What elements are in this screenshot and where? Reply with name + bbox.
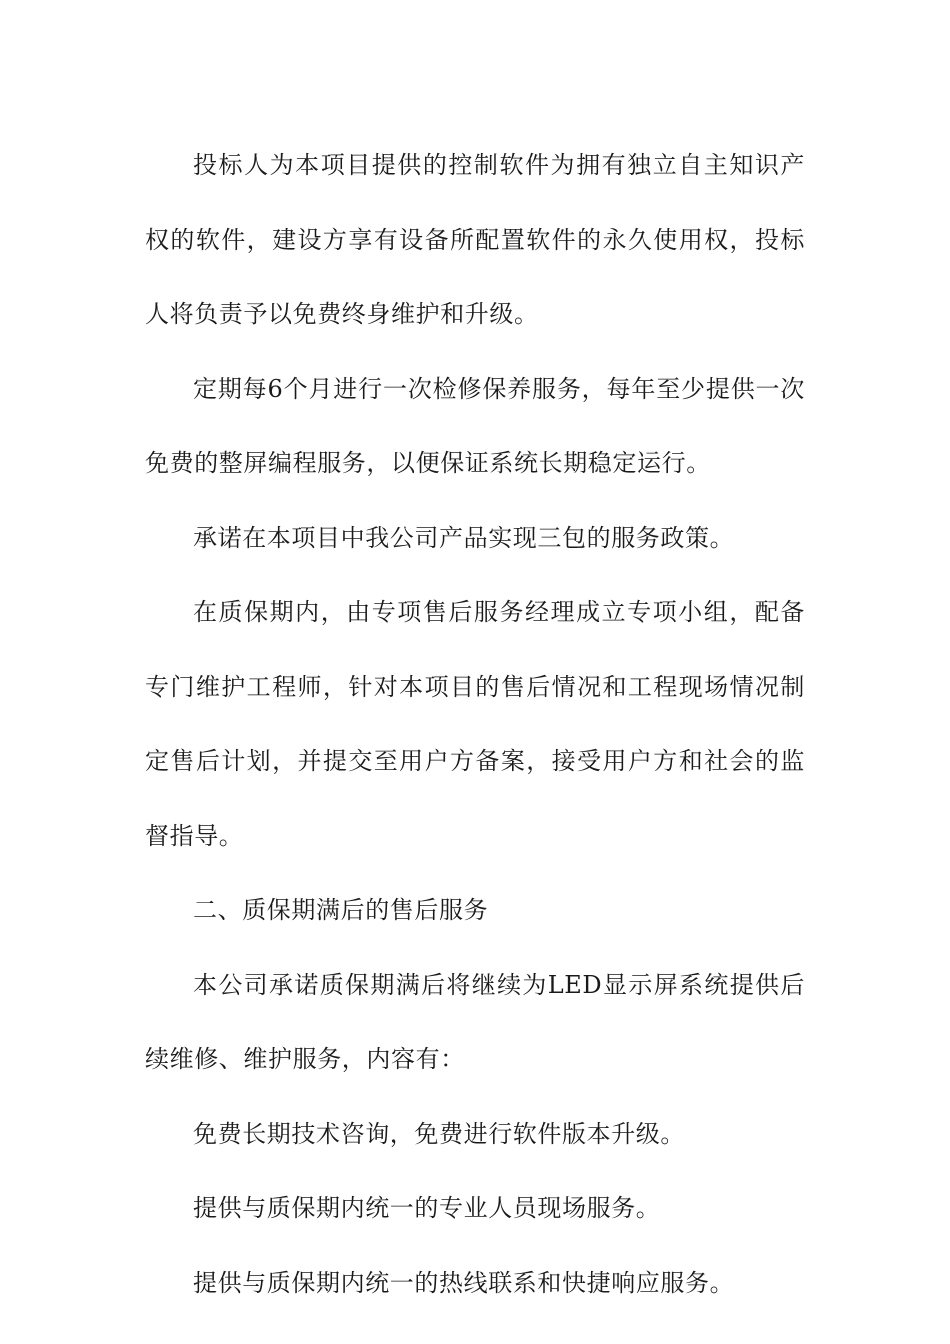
paragraph-hotline-service: 提供与质保期内统一的热线联系和快捷响应服务。 bbox=[193, 1268, 735, 1297]
document-body bbox=[145, 128, 805, 1320]
paragraph-tech-consulting: 免费长期技术咨询，免费进行软件版本升级。 bbox=[193, 1119, 685, 1148]
paragraph-post-warranty-intro: 本公司承诺质保期满后将继续为LED显示屏系统提供后续维修、维护服务，内容有： bbox=[145, 970, 805, 1073]
paragraph-three-guarantees: 承诺在本项目中我公司产品实现三包的服务政策。 bbox=[193, 523, 735, 552]
paragraph-software-license: 投标人为本项目提供的控制软件为拥有独立自主知识产权的软件，建设方享有设备所配置软件的永久使用权，投标人将负责予以免费终身维护和升级。 bbox=[145, 151, 805, 328]
section-heading-post-warranty: 二、质保期满后的售后服务 bbox=[193, 896, 489, 924]
paragraph-onsite-service: 提供与质保期内统一的专业人员现场服务。 bbox=[193, 1194, 661, 1222]
paragraph-maintenance-schedule: 定期每6个月进行一次检修保养服务，每年至少提供一次免费的整屏编程服务，以便保证系统长期稳定运行。 bbox=[145, 374, 805, 477]
paragraph-warranty-team: 在质保期内，由专项售后服务经理成立专项小组，配备专门维护工程师，针对本项目的售后情况和工程现场情况制定售后计划，并提交至用户方备案，接受用户方和社会的监督指导。 bbox=[145, 598, 805, 850]
